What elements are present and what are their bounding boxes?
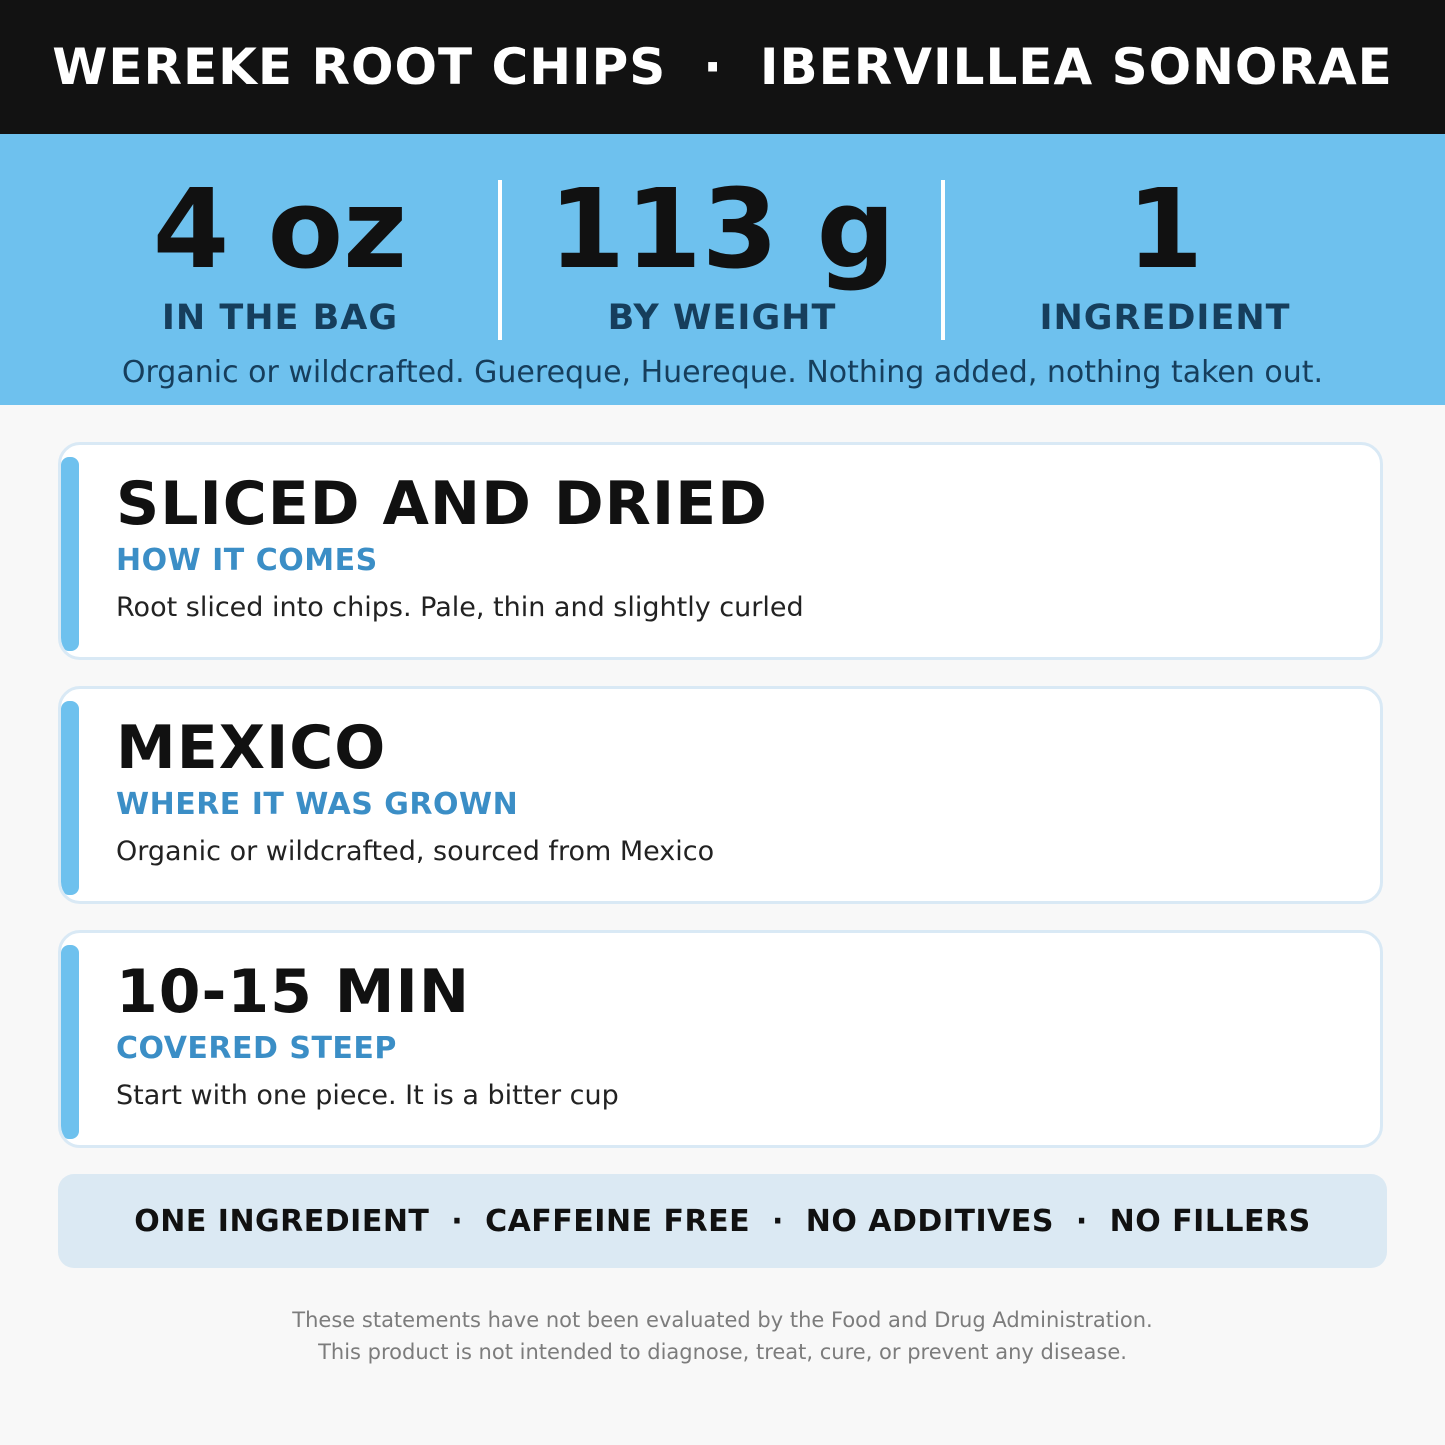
info-card-form	[58, 442, 1383, 660]
info-card-origin	[58, 686, 1383, 904]
page-header	[0, 0, 1445, 134]
features-banner	[58, 1174, 1387, 1268]
features-text: ONE INGREDIENT · CAFFEINE FREE · NO ADDITIVES · NO FILLERS	[134, 1203, 1311, 1239]
info-card-steep	[58, 930, 1383, 1148]
stat-label: INGREDIENT	[1039, 298, 1291, 338]
card-accent-bar	[61, 701, 79, 895]
page-title: WEREKE ROOT CHIPS · IBERVILLEA SONORAE	[52, 38, 1393, 96]
stat-value: 1	[1126, 165, 1204, 293]
stat-label: BY WEIGHT	[607, 298, 837, 338]
disclaimer-line-2: This product is not intended to diagnose, treat, cure, or prevent any disease.	[318, 1340, 1127, 1364]
card-title: 10-15 MIN	[116, 957, 471, 1027]
stat-label: IN THE BAG	[161, 298, 399, 338]
card-title: SLICED AND DRIED	[116, 469, 768, 539]
card-subtitle: HOW IT COMES	[116, 543, 378, 578]
card-text: Organic or wildcrafted, sourced from Mexico	[116, 836, 715, 867]
disclaimer-line-1: These statements have not been evaluated by the Food and Drug Administration.	[292, 1308, 1153, 1332]
card-text: Root sliced into chips. Pale, thin and slightly curled	[116, 592, 804, 623]
card-subtitle: COVERED STEEP	[116, 1031, 397, 1066]
stats-panel	[0, 134, 1445, 405]
card-accent-bar	[61, 945, 79, 1139]
card-subtitle: WHERE IT WAS GROWN	[116, 787, 519, 822]
card-title: MEXICO	[116, 713, 387, 783]
stat-value: 4 oz	[152, 165, 408, 293]
card-text: Start with one piece. It is a bitter cup	[116, 1080, 619, 1111]
stat-value: 113 g	[548, 165, 896, 293]
card-accent-bar	[61, 457, 79, 651]
stats-note: Organic or wildcrafted. Guereque, Huereque. Nothing added, nothing taken out.	[121, 355, 1324, 390]
